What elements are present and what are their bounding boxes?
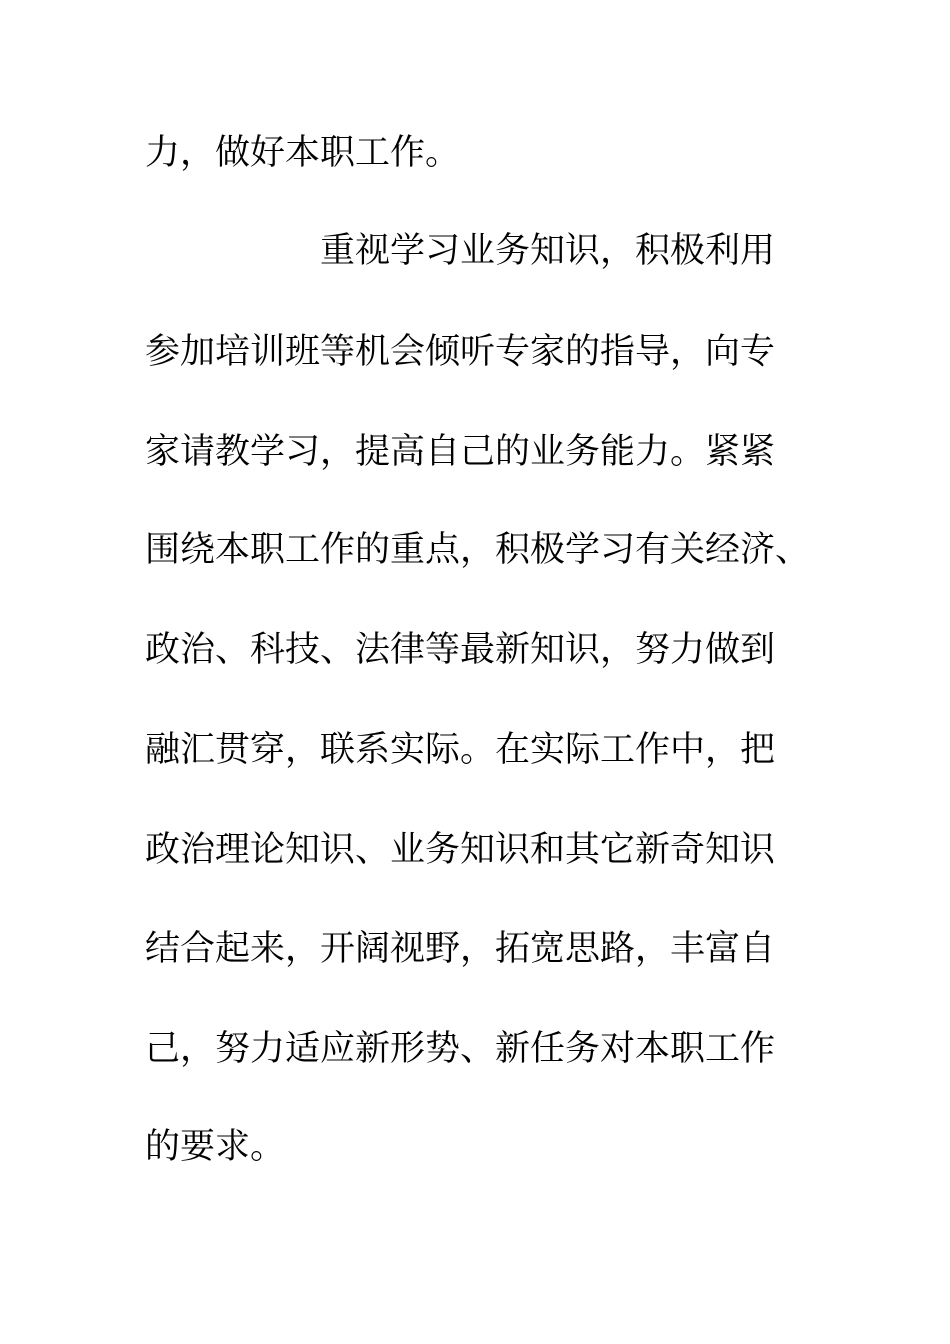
text-line: 力，做好本职工作。 xyxy=(145,133,461,173)
text-line: 围绕本职工作的重点，积极学习有关经济、 xyxy=(145,530,811,570)
text-line: 己，努力适应新形势、新任务对本职工作 xyxy=(145,1029,776,1069)
text-line: 政治、科技、法律等最新知识，努力做到 xyxy=(145,630,776,670)
text-line: 融汇贯穿，联系实际。在实际工作中，把 xyxy=(145,730,776,770)
text-line: 政治理论知识、业务知识和其它新奇知识 xyxy=(145,830,776,870)
text-line: 家请教学习，提高自己的业务能力。紧紧 xyxy=(145,432,776,472)
paragraph-first-line: 重视学习业务知识，积极利用 xyxy=(320,231,776,271)
text-line: 结合起来，开阔视野，拓宽思路，丰富自 xyxy=(145,929,776,969)
text-line: 的要求。 xyxy=(145,1127,286,1167)
text-line: 参加培训班等机会倾听专家的指导，向专 xyxy=(145,332,776,372)
